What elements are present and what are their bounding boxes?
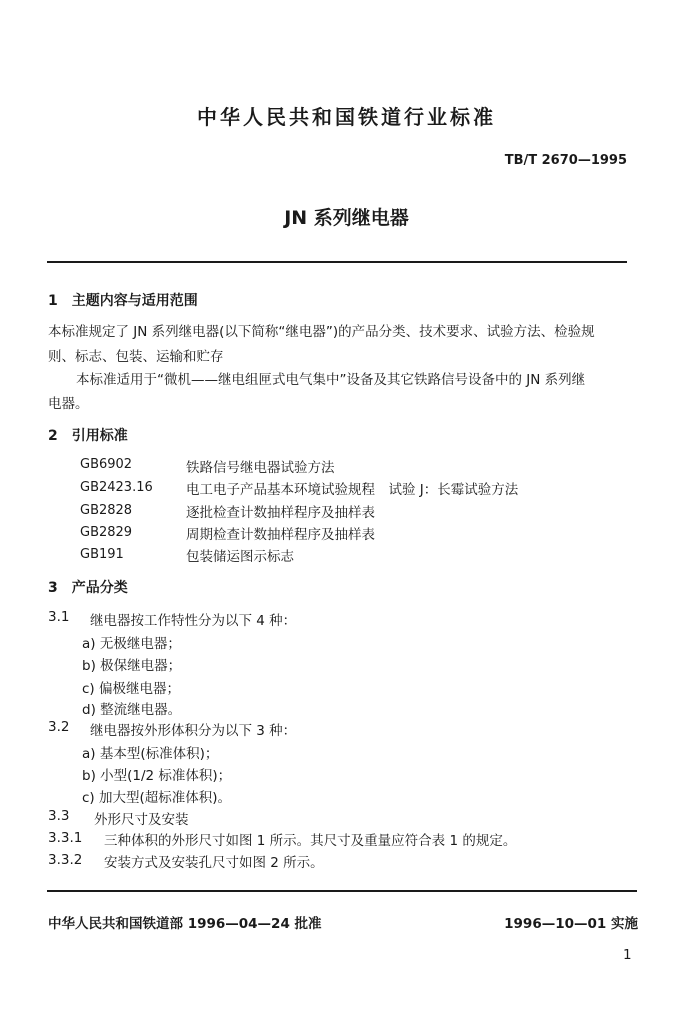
reference-title: 包装储运图示标志 (186, 549, 294, 565)
reference-title: 周期检查计数抽样程序及抽样表 (186, 527, 375, 543)
clause-3-3-number: 3.3 (48, 808, 70, 824)
list-item: c) 偏极继电器； (82, 681, 180, 697)
page-number: 1 (623, 947, 632, 963)
list-item: a) 无极继电器； (82, 636, 181, 652)
list-item: c) 加大型(超标准体积)。 (82, 790, 232, 806)
list-item: b) 小型(1/2 标准体积)； (82, 768, 232, 784)
clause-3-1-number: 3.1 (48, 609, 70, 625)
reference-code: GB2828 (80, 503, 133, 518)
clause-3-2-number: 3.2 (48, 719, 70, 735)
clause-3-3-2-number: 3.3.2 (48, 852, 83, 868)
standard-code: TB/T 2670—1995 (504, 153, 627, 168)
reference-code: GB6902 (80, 457, 133, 472)
reference-title: 电工电子产品基本环境试验规程 试验 J：长霉试验方法 (186, 482, 519, 498)
section-3-heading: 3 产品分类 (48, 580, 128, 596)
standard-category-heading: 中华人民共和国铁道行业标准 (197, 105, 496, 129)
section-2-heading: 2 引用标准 (48, 428, 128, 444)
list-item: b) 极保继电器； (82, 658, 182, 674)
section-1-paragraph-1-line-1: 本标准规定了 JN 系列继电器(以下简称“继电器”)的产品分类、技术要求、试验方法、检验规 (48, 324, 595, 340)
reference-title: 逐批检查计数抽样程序及抽样表 (186, 505, 375, 521)
list-item: d) 整流继电器。 (82, 702, 182, 718)
list-item: a) 基本型(标准体积)； (82, 746, 219, 762)
top-divider (47, 261, 627, 263)
effective-date-line: 1996—10—01 实施 (504, 916, 638, 932)
clause-3-3-1-text: 三种体积的外形尺寸如图 1 所示。其尺寸及重量应符合表 1 的规定。 (104, 833, 517, 849)
section-1-paragraph-2-line-2: 电器。 (48, 396, 89, 412)
clause-3-1-text: 继电器按工作特性分为以下 4 种： (90, 613, 297, 629)
section-1-paragraph-2-line-1: 本标准适用于“微机——继电组匣式电气集中”设备及其它铁路信号设备中的 JN 系列继 (76, 372, 586, 388)
bottom-divider (47, 890, 637, 892)
section-1-paragraph-1-line-2: 则、标志、包装、运输和贮存 (48, 349, 224, 365)
clause-3-2-text: 继电器按外形体积分为以下 3 种： (90, 723, 297, 739)
approval-line: 中华人民共和国铁道部 1996—04—24 批准 (48, 916, 322, 932)
clause-3-3-2-text: 安装方式及安装孔尺寸如图 2 所示。 (104, 855, 324, 871)
document-title: JN 系列继电器 (284, 207, 409, 229)
clause-3-3-text: 外形尺寸及安装 (94, 812, 189, 828)
clause-3-3-1-number: 3.3.1 (48, 830, 83, 846)
reference-title: 铁路信号继电器试验方法 (186, 460, 335, 476)
reference-code: GB2829 (80, 525, 133, 540)
reference-code: GB191 (80, 547, 124, 562)
reference-code: GB2423.16 (80, 480, 153, 495)
section-1-heading: 1 主题内容与适用范围 (48, 293, 198, 309)
